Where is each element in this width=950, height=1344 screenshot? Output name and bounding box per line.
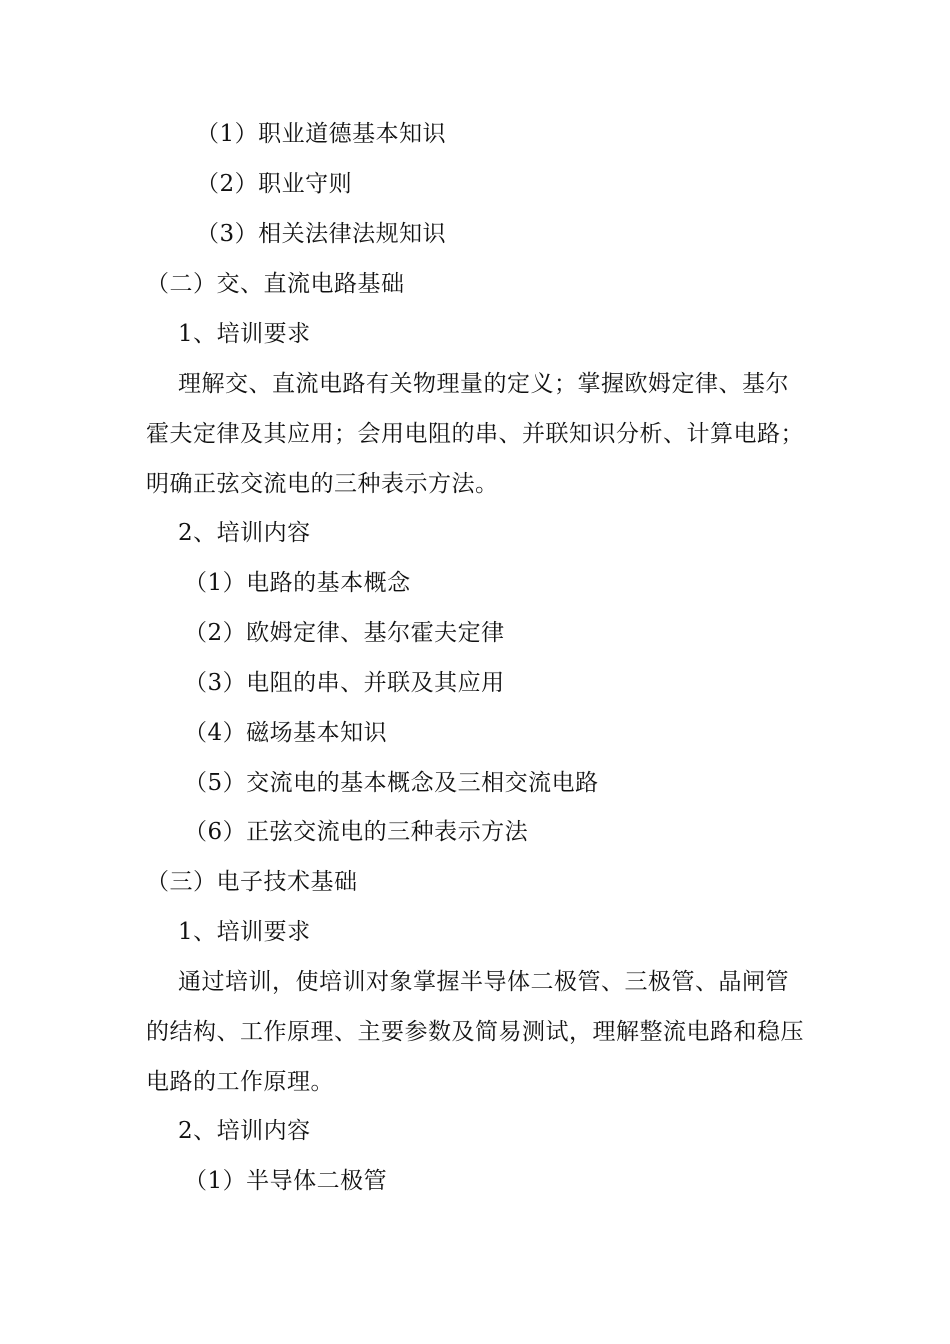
list-item: （1）电路的基本概念 [184,570,411,596]
section-heading-electronics: （三）电子技术基础 [146,869,358,895]
paragraph-line: 理解交、直流电路有关物理量的定义；掌握欧姆定律、基尔 [178,371,789,397]
subheading-training-requirements: 1、培训要求 [178,919,311,945]
list-item: （1）半导体二极管 [184,1168,388,1194]
paragraph-line: 明确正弦交流电的三种表示方法。 [146,471,499,497]
list-item: （4）磁场基本知识 [184,720,388,746]
list-item: （3）电阻的串、并联及其应用 [184,670,505,696]
paragraph-line: 通过培训，使培训对象掌握半导体二极管、三极管、晶闸管 [178,969,789,995]
list-item: （5）交流电的基本概念及三相交流电路 [184,770,599,796]
item-ethics-knowledge: （1）职业道德基本知识 [196,121,447,147]
list-item: （6）正弦交流电的三种表示方法 [184,819,529,845]
item-laws-regulations: （3）相关法律法规知识 [196,221,447,247]
list-item: （2）欧姆定律、基尔霍夫定律 [184,620,505,646]
subheading-training-content: 2、培训内容 [178,1118,311,1144]
item-code-of-conduct: （2）职业守则 [196,171,353,197]
paragraph-line: 的结构、工作原理、主要参数及简易测试，理解整流电路和稳压 [146,1019,804,1045]
subheading-training-content: 2、培训内容 [178,520,311,546]
paragraph-line: 霍夫定律及其应用；会用电阻的串、并联知识分析、计算电路； [146,421,804,447]
subheading-training-requirements: 1、培训要求 [178,321,311,347]
paragraph-line: 电路的工作原理。 [146,1069,334,1095]
section-heading-ac-dc: （二）交、直流电路基础 [146,271,405,297]
